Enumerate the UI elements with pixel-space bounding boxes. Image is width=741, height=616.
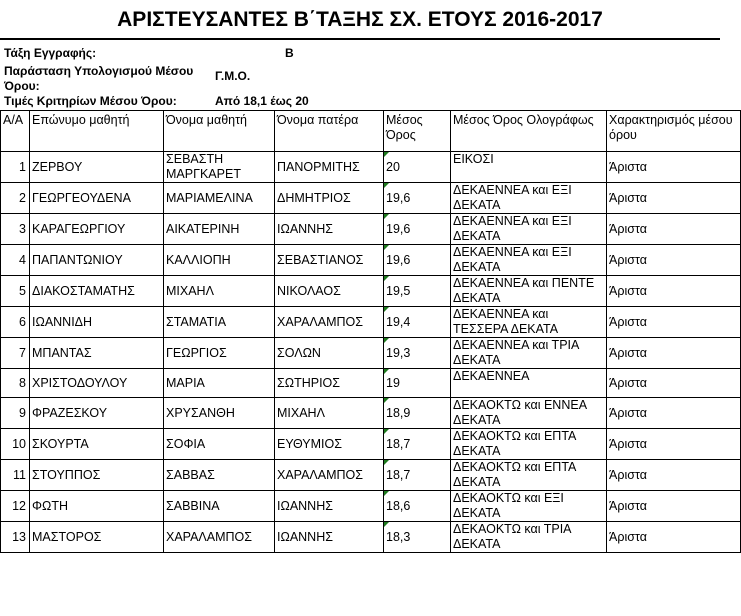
table-header-row: [1, 111, 741, 152]
honor-roll-table: [0, 110, 741, 553]
cell-average-words: ΔΕΚΑΕΝΝΕΑ και ΠΕΝΤΕ ΔΕΚΑΤΑ: [451, 276, 607, 307]
cell-average-words: ΔΕΚΑΕΝΝΕΑ: [451, 369, 607, 398]
cell-grade: Άριστα: [607, 460, 741, 491]
cell-surname: ΜΠΑΝΤΑΣ: [30, 338, 164, 369]
table-row: [1, 276, 741, 307]
cell-average-words: ΔΕΚΑΕΝΝΕΑ και ΕΞΙ ΔΕΚΑΤΑ: [451, 214, 607, 245]
cell-father-name: ΧΑΡΑΛΑΜΠΟΣ: [275, 460, 384, 491]
cell-first-name: ΜΑΡΙΑ: [164, 369, 275, 398]
cell-average-words: ΔΕΚΑΕΝΝΕΑ και ΤΕΣΣΕΡΑ ΔΕΚΑΤΑ: [451, 307, 607, 338]
cell-aa: 2: [1, 183, 30, 214]
cell-grade: Άριστα: [607, 183, 741, 214]
cell-average: 18,9: [384, 398, 451, 429]
cell-father-name: ΝΙΚΟΛΑΟΣ: [275, 276, 384, 307]
cell-average: 18,3: [384, 522, 451, 553]
cell-average-words: ΔΕΚΑΟΚΤΩ και ΕΝΝΕΑ ΔΕΚΑΤΑ: [451, 398, 607, 429]
cell-surname: ΖΕΡΒΟΥ: [30, 152, 164, 183]
page-title: ΑΡΙΣΤΕΥΣΑΝΤΕΣ Β΄ΤΑΞΗΣ ΣΧ. ΕΤΟΥΣ 2016-2017: [0, 0, 720, 40]
class-value: Β: [285, 46, 294, 60]
cell-grade: Άριστα: [607, 338, 741, 369]
cell-grade: Άριστα: [607, 307, 741, 338]
cell-grade: Άριστα: [607, 214, 741, 245]
cell-average: 19,5: [384, 276, 451, 307]
table-row: [1, 398, 741, 429]
cell-surname: ΣΤΟΥΠΠΟΣ: [30, 460, 164, 491]
cell-average-words: ΔΕΚΑΕΝΝΕΑ και ΕΞΙ ΔΕΚΑΤΑ: [451, 183, 607, 214]
cell-surname: ΔΙΑΚΟΣΤΑΜΑΤΗΣ: [30, 276, 164, 307]
header-average: Μέσος Όρος: [384, 111, 451, 152]
cell-first-name: ΧΡΥΣΑΝΘΗ: [164, 398, 275, 429]
cell-average-words: ΕΙΚΟΣΙ: [451, 152, 607, 183]
cell-surname: ΜΑΣΤΟΡΟΣ: [30, 522, 164, 553]
cell-surname: ΦΩΤΗ: [30, 491, 164, 522]
calc-value: Γ.Μ.Ο.: [215, 69, 251, 83]
cell-aa: 7: [1, 338, 30, 369]
cell-father-name: ΙΩΑΝΝΗΣ: [275, 522, 384, 553]
cell-father-name: ΕΥΘΥΜΙΟΣ: [275, 429, 384, 460]
table-row: [1, 307, 741, 338]
cell-aa: 12: [1, 491, 30, 522]
cell-average-words: ΔΕΚΑΟΚΤΩ και ΕΠΤΑ ΔΕΚΑΤΑ: [451, 429, 607, 460]
cell-father-name: ΙΩΑΝΝΗΣ: [275, 491, 384, 522]
cell-grade: Άριστα: [607, 245, 741, 276]
header-grade: Χαρακτηρισμός μέσου όρου: [607, 111, 741, 152]
cell-father-name: ΣΟΛΩΝ: [275, 338, 384, 369]
range-label: Τιμές Κριτηρίων Μέσου Όρου:: [4, 94, 177, 108]
cell-grade: Άριστα: [607, 522, 741, 553]
cell-surname: ΧΡΙΣΤΟΔΟΥΛΟΥ: [30, 369, 164, 398]
table-row: [1, 183, 741, 214]
cell-grade: Άριστα: [607, 369, 741, 398]
cell-surname: ΦΡΑΖΕΣΚΟΥ: [30, 398, 164, 429]
cell-first-name: ΚΑΛΛΙΟΠΗ: [164, 245, 275, 276]
cell-aa: 1: [1, 152, 30, 183]
cell-average-words: ΔΕΚΑΕΝΝΕΑ και ΤΡΙΑ ΔΕΚΑΤΑ: [451, 338, 607, 369]
cell-average-words: ΔΕΚΑΟΚΤΩ και ΕΠΤΑ ΔΕΚΑΤΑ: [451, 460, 607, 491]
cell-first-name: ΣΑΒΒΙΝΑ: [164, 491, 275, 522]
table-row: [1, 522, 741, 553]
cell-surname: ΚΑΡΑΓΕΩΡΓΙΟΥ: [30, 214, 164, 245]
cell-father-name: ΠΑΝΟΡΜΙΤΗΣ: [275, 152, 384, 183]
cell-aa: 8: [1, 369, 30, 398]
table-row: [1, 429, 741, 460]
cell-grade: Άριστα: [607, 152, 741, 183]
cell-aa: 9: [1, 398, 30, 429]
header-father-name: Όνομα πατέρα: [275, 111, 384, 152]
table-row: [1, 152, 741, 183]
cell-surname: ΣΚΟΥΡΤΑ: [30, 429, 164, 460]
cell-aa: 10: [1, 429, 30, 460]
range-value: Από 18,1 έως 20: [215, 94, 309, 108]
cell-average: 18,7: [384, 460, 451, 491]
cell-average-words: ΔΕΚΑΟΚΤΩ και ΤΡΙΑ ΔΕΚΑΤΑ: [451, 522, 607, 553]
table-row: [1, 214, 741, 245]
cell-aa: 5: [1, 276, 30, 307]
header-average-words: Μέσος Όρος Ολογράφως: [451, 111, 607, 152]
cell-first-name: ΣΟΦΙΑ: [164, 429, 275, 460]
cell-father-name: ΣΩΤΗΡΙΟΣ: [275, 369, 384, 398]
header-surname: Επώνυμο μαθητή: [30, 111, 164, 152]
table-row: [1, 338, 741, 369]
cell-father-name: ΧΑΡΑΛΑΜΠΟΣ: [275, 307, 384, 338]
header-aa: Α/Α: [1, 111, 30, 152]
table-row: [1, 491, 741, 522]
cell-aa: 13: [1, 522, 30, 553]
cell-aa: 4: [1, 245, 30, 276]
cell-grade: Άριστα: [607, 276, 741, 307]
cell-first-name: ΑΙΚΑΤΕΡΙΝΗ: [164, 214, 275, 245]
cell-surname: ΠΑΠΑΝΤΩΝΙΟΥ: [30, 245, 164, 276]
cell-average: 19: [384, 369, 451, 398]
calc-label-line2: Όρου:: [4, 79, 40, 93]
table-row: [1, 460, 741, 491]
cell-aa: 3: [1, 214, 30, 245]
class-label: Τάξη Εγγραφής:: [4, 46, 97, 60]
cell-average: 19,6: [384, 245, 451, 276]
cell-average-words: ΔΕΚΑΟΚΤΩ και ΕΞΙ ΔΕΚΑΤΑ: [451, 491, 607, 522]
cell-average: 18,7: [384, 429, 451, 460]
cell-average: 19,3: [384, 338, 451, 369]
cell-father-name: ΣΕΒΑΣΤΙΑΝΟΣ: [275, 245, 384, 276]
calc-label-line1: Παράσταση Υπολογισμού Μέσου: [4, 64, 194, 78]
cell-average: 19,4: [384, 307, 451, 338]
header-first-name: Όνομα μαθητή: [164, 111, 275, 152]
cell-aa: 11: [1, 460, 30, 491]
cell-grade: Άριστα: [607, 491, 741, 522]
cell-first-name: ΜΑΡΙΑΜΕΛΙΝΑ: [164, 183, 275, 214]
cell-average: 19,6: [384, 183, 451, 214]
cell-surname: ΙΩΑΝΝΙΔΗ: [30, 307, 164, 338]
cell-first-name: ΣΕΒΑΣΤΗ ΜΑΡΓΚΑΡΕΤ: [164, 152, 275, 183]
cell-father-name: ΔΗΜΗΤΡΙΟΣ: [275, 183, 384, 214]
cell-average: 18,6: [384, 491, 451, 522]
cell-average: 20: [384, 152, 451, 183]
table-row: [1, 369, 741, 398]
cell-grade: Άριστα: [607, 398, 741, 429]
cell-average-words: ΔΕΚΑΕΝΝΕΑ και ΕΞΙ ΔΕΚΑΤΑ: [451, 245, 607, 276]
cell-first-name: ΧΑΡΑΛΑΜΠΟΣ: [164, 522, 275, 553]
table-row: [1, 245, 741, 276]
cell-surname: ΓΕΩΡΓΕΟΥΔΕΝΑ: [30, 183, 164, 214]
cell-aa: 6: [1, 307, 30, 338]
cell-father-name: ΜΙΧΑΗΛ: [275, 398, 384, 429]
cell-first-name: ΓΕΩΡΓΙΟΣ: [164, 338, 275, 369]
cell-first-name: ΣΤΑΜΑΤΙΑ: [164, 307, 275, 338]
cell-first-name: ΜΙΧΑΗΛ: [164, 276, 275, 307]
cell-average: 19,6: [384, 214, 451, 245]
cell-father-name: ΙΩΑΝΝΗΣ: [275, 214, 384, 245]
cell-grade: Άριστα: [607, 429, 741, 460]
cell-first-name: ΣΑΒΒΑΣ: [164, 460, 275, 491]
